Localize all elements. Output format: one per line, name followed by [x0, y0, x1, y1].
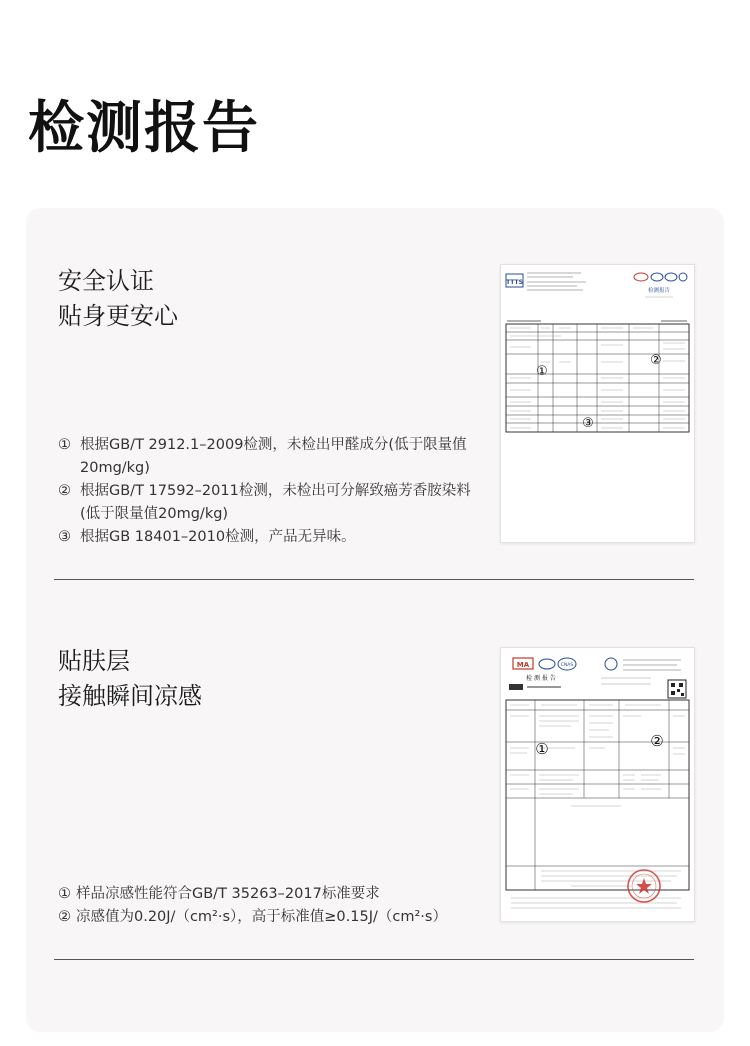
section-divider	[54, 959, 694, 960]
qr-code	[668, 680, 686, 698]
official-seal	[628, 870, 660, 902]
section1-title-line2: 贴身更安心	[58, 302, 178, 330]
test-report-image-1	[500, 264, 695, 543]
report-document-1	[501, 265, 694, 542]
note-marker: ②	[58, 483, 71, 499]
test-report-image-2	[500, 647, 695, 922]
report-document-2	[501, 648, 694, 921]
note-marker: ①	[58, 437, 71, 453]
note-item	[58, 906, 478, 929]
note-marker: ③	[58, 529, 71, 545]
note-text: 样品凉感性能符合GB/T 35263–2017标准要求	[76, 886, 380, 902]
section1-title	[58, 264, 178, 334]
note-item	[58, 434, 473, 480]
note-item	[58, 883, 478, 906]
marker-3: ③	[582, 416, 594, 431]
section2-notes	[58, 883, 478, 929]
note-text: 根据GB 18401–2010检测，产品无异味。	[80, 529, 356, 545]
note-text: 凉感值为0.20J/（cm²·s），高于标准值≥0.15J/（cm²·s）	[76, 909, 447, 925]
section1-title-line1: 安全认证	[58, 267, 154, 295]
report-logo-text: TTTS	[506, 279, 523, 286]
report-heading: 检测报告	[647, 288, 671, 294]
cert-logos	[634, 273, 687, 281]
section-divider	[54, 579, 694, 580]
report-table	[506, 324, 689, 432]
page-title: 检测报告	[28, 96, 260, 161]
note-text: 根据GB/T 2912.1–2009检测，未检出甲醛成分(低于限量值20mg/kg)	[80, 437, 467, 476]
marker-2: ②	[650, 353, 662, 368]
marker-1: ①	[535, 740, 549, 758]
note-marker: ①	[58, 886, 71, 902]
section2-title	[58, 644, 202, 714]
note-item	[58, 526, 473, 549]
report-logo	[506, 274, 523, 287]
note-text: 根据GB/T 17592–2011检测，未检出可分解致癌芳香胺染料(低于限量值20mg/kg)	[80, 483, 471, 522]
marker-2: ②	[650, 732, 664, 750]
note-item	[58, 480, 473, 526]
section2-title-line2: 接触瞬间凉感	[58, 682, 202, 710]
section1-notes	[58, 434, 473, 549]
note-marker: ②	[58, 909, 71, 925]
section2-title-line1: 贴肤层	[58, 647, 130, 675]
report-heading: 检 测 报 告	[526, 675, 556, 682]
cnas-logo: CNAS	[560, 663, 574, 668]
marker-1: ①	[536, 364, 548, 379]
ma-logo: MA	[516, 661, 530, 669]
cert-logos	[513, 658, 617, 670]
